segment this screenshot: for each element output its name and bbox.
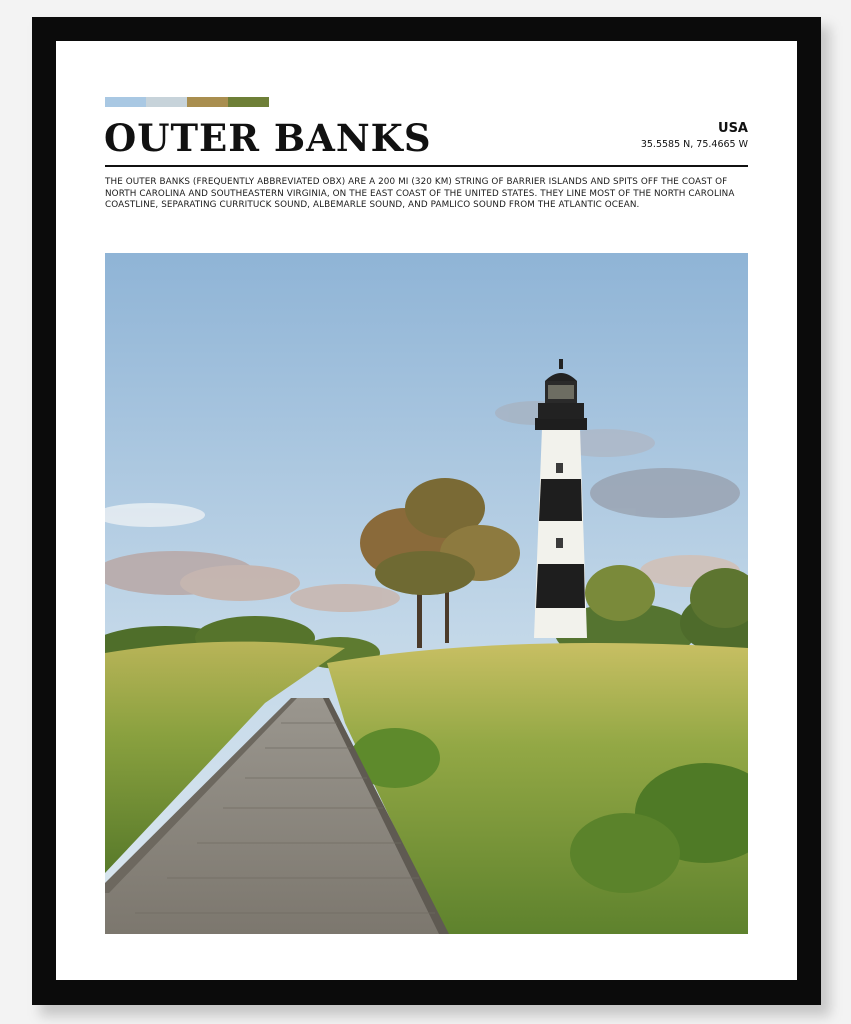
- palette-swatch-1: [105, 97, 146, 107]
- palette-swatch-3: [187, 97, 228, 107]
- country-label: USA: [718, 121, 748, 136]
- poster-description: THE OUTER BANKS (FREQUENTLY ABBREVIATED OBX) ARE A 200 MI (320 KM) STRING OF BARRIER ISLANDS AND SPITS OFF THE COAST OF NORTH CAROLINA AND SOUTHEASTERN VIRGINIA, ON THE EAST COAST OF THE UNITED STATES. THEY LINE MOST OF THE NORTH CAROLINA COASTLINE, SEPARATING CURRITUCK SOUND, ALBEMARLE SOUND, AND PAMLICO SOUND FROM THE ATLANTIC OCEAN.: [105, 177, 735, 210]
- palette-swatch-4: [228, 97, 269, 107]
- poster-title: OUTER BANKS: [104, 116, 432, 160]
- coordinates-label: 35.5585 N, 75.4665 W: [640, 139, 748, 150]
- lighthouse-photo: [105, 253, 748, 934]
- title-divider: [105, 165, 748, 167]
- lighthouse-scene: [105, 253, 748, 934]
- color-palette: [105, 97, 269, 107]
- palette-swatch-2: [146, 97, 187, 107]
